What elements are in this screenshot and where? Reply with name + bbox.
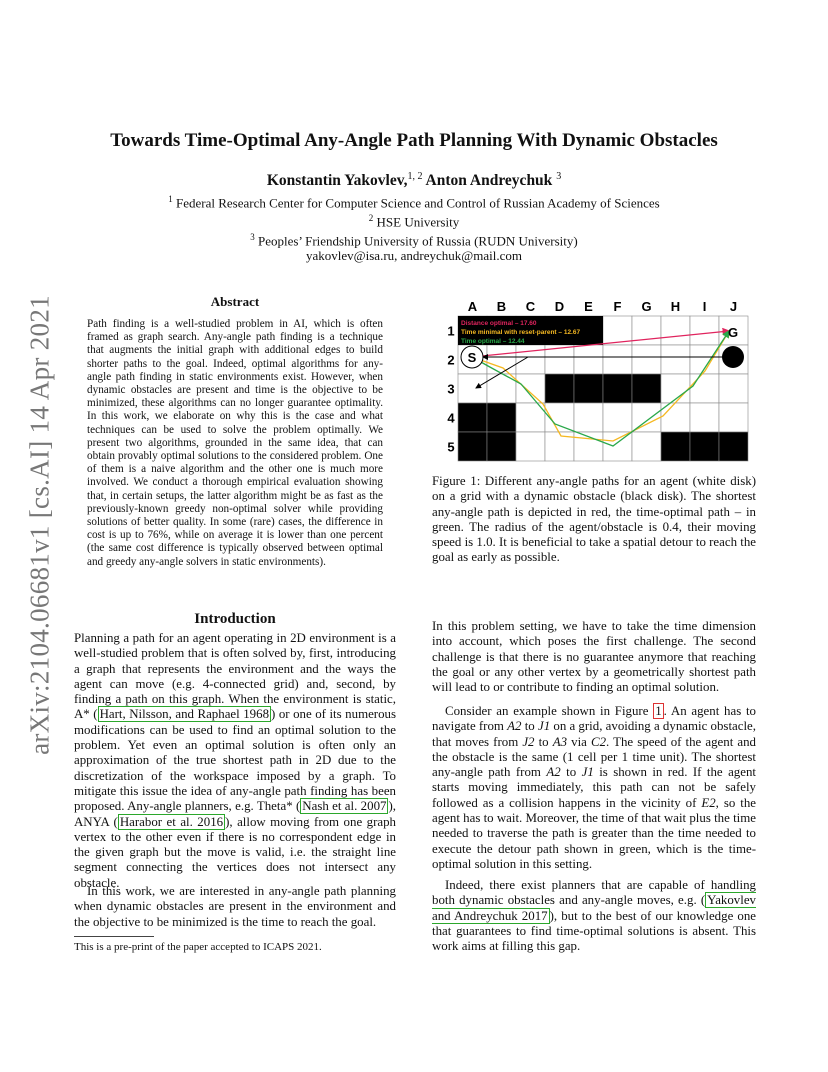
citation-yakovlev-2017[interactable]: Yakovlev and Andreychuk 2017 bbox=[432, 893, 756, 923]
start-label: S bbox=[467, 350, 477, 365]
column-label-J: J bbox=[729, 299, 738, 314]
affiliation-2: $^2$ HSE University bbox=[368, 212, 460, 230]
author-emails: yakovlev@isa.ru, andreychuk@mail.com bbox=[306, 248, 522, 264]
intro-paragraph-1: Planning a path for an agent operating in 2D environment is a well-studied problem that is often solved by, first, introducing a graph that represents the environment and the ways the agent can move (e.g. 4-connected grid) and, second, by finding a path on this graph. When the environment is static, A* ( Hart, Nilsson, and Raphael 1968 ) or one of its numerous modifications can be used to find an optimal solution to the problem. Yet even an optimal solution is often only an approximation of the true shortest path in 2D due to the discretization of the workspace imposed by a graph. To mitigate this issue the idea of any-angle path finding has been proposed. Any-angle planners, e.g. Theta* ( Nash et al. 2007 ), ANYA ( Harabor et al. 2016 ), allow moving from one graph vertex to the other even if there is no correspondent edge in the given graph but the move is valid, i.e. the straight line segment connecting the vertices does not intersect any obstacle. bbox=[74, 631, 397, 890]
grid-cell-G4 bbox=[632, 403, 661, 432]
arxiv-stamp-text: arXiv:2104.06681v1 [cs.AI] 14 Apr 2021 bbox=[24, 295, 55, 755]
grid-cell-B2 bbox=[487, 345, 516, 374]
citation-hart-1968[interactable]: Hart, Nilsson, and Raphael 1968 bbox=[99, 707, 270, 722]
grid-cell-F5 bbox=[603, 432, 632, 461]
abstract-text: Path finding is a well-studied problem in AI, which is often framed as graph search. Any-angle path finding is a technique that augments the initial graph with additional edges to build shorter paths to the goal. Indeed, optimal algorithms for any-angle path finding in static environments exist. However, when dynamic obstacles are present and time is the objective to be minimized, these algorithms can no longer guarantee optimality. In this work, we elaborate on why this is the case and what techniques can be used to solve the problem optimally. We present two algorithms, grounded in the same idea, that can obtain provably optimal solutions to the considered problem. One of them is a naive algorithm and the other one is much more involved. We conduct a thorough empirical evaluation showing that, in certain setups, the latter algorithm might be as fast as the previously-known greedy non-optimal solver while providing solutions of better quality. In some (rare) cases, the difference in cost is up to 76%, while on average it is lower than one percent (the same cost difference is typically observed between optimal and greedy any-angle solvers in static environments). bbox=[87, 318, 383, 568]
affiliation-1: $^1$ Federal Research Center for Computer Science and Control of Russian Academy of Sciences bbox=[168, 194, 660, 211]
grid-cell-E4 bbox=[574, 403, 603, 432]
column-label-H: H bbox=[670, 299, 681, 314]
right-paragraph-2: Consider an example shown in Figure 1 . An agent has to navigate from A2 to J1 on a grid, avoiding a dynamic obstacle, that moves from J2 to A3 via C2. The speed of the agent and the obstacle is the same (1 cell per 1 time unit). The shortest any-angle path from A2 to J1 is shown in red. If the agent starts moving immediately, this path can not be safely followed as a collision happens in the vicinity of E2, so the agent has to wait. Moreover, the time of that wait plus the time needed to traverse the path is greater than the time needed to execute the detour path shown in green, which is the time-optimal solution in this setting. bbox=[432, 704, 757, 871]
author-1: Konstantin Yakovlev, bbox=[266, 172, 408, 190]
grid-cell-H1 bbox=[661, 316, 690, 345]
row-label-5: 5 bbox=[447, 439, 455, 455]
author-2-affil: 3 bbox=[556, 171, 562, 182]
grid-figure bbox=[443, 296, 753, 462]
column-label-A: A bbox=[467, 299, 478, 314]
row-label-2: 2 bbox=[447, 352, 455, 368]
grid-cell-D3 bbox=[545, 374, 574, 403]
grid-cell-A4 bbox=[458, 403, 487, 432]
column-label-C: C bbox=[525, 299, 536, 314]
author-1-affil: 1, 2 bbox=[407, 171, 423, 182]
introduction-heading: Introduction bbox=[194, 611, 276, 627]
legend-time-minimal-reset: Time minimal with reset-parent – 12.67 bbox=[461, 329, 581, 336]
grid-cell-F2 bbox=[603, 345, 632, 374]
figure-1 bbox=[443, 296, 753, 462]
column-label-F: F bbox=[613, 299, 622, 314]
affiliation-3: $^3$ Peoples’ Friendship University of Russia (RUDN University) bbox=[250, 231, 578, 248]
grid-cell-I5 bbox=[690, 432, 719, 461]
figure-1-caption: Figure 1: Different any-angle paths for an agent (white disk) on a grid with a dynamic obstacle (black disk). The shortest any-angle path is depicted in red, the time-optimal path – in green. The radius of the agent/obstacle is 0.4, their moving speed is 1.0. It is beneficial to take a spatial detour to reach the goal as early as possible. bbox=[432, 474, 756, 565]
grid-cell-H2 bbox=[661, 345, 690, 374]
grid-cell-E3 bbox=[574, 374, 603, 403]
grid-cell-C3 bbox=[516, 374, 545, 403]
grid-cell-I1 bbox=[690, 316, 719, 345]
affiliations bbox=[60, 192, 768, 264]
abstract-heading: Abstract bbox=[210, 294, 260, 309]
column-label-E: E bbox=[584, 299, 593, 314]
grid-cell-C2 bbox=[516, 345, 545, 374]
grid-cell-C5 bbox=[516, 432, 545, 461]
grid-cell-I2 bbox=[690, 345, 719, 374]
row-label-1: 1 bbox=[447, 323, 455, 339]
footnote-rule bbox=[74, 936, 154, 937]
citation-harabor-2016[interactable]: Harabor et al. 2016 bbox=[119, 814, 224, 829]
grid-cell-A3 bbox=[458, 374, 487, 403]
arxiv-stamp bbox=[24, 290, 56, 760]
column-label-I: I bbox=[702, 299, 707, 314]
intro-paragraph-2: In this work, we are interested in any-angle path planning when dynamic obstacles are present in the environment and the objective to be minimized is the time to reach the goal. bbox=[74, 884, 396, 929]
column-label-G: G bbox=[641, 299, 652, 314]
goal-label: G bbox=[727, 325, 739, 340]
right-paragraph-1: In this problem setting, we have to take the time dimension into account, which poses the first challenge. The second challenge is that there is no guarantee anymore that reaching the goal or any other vertex by a geometrically shortest path will lead to or contribute to finding an optimal solution. bbox=[432, 619, 756, 695]
figure-1-link[interactable]: 1 bbox=[655, 704, 662, 718]
grid-cell-G3 bbox=[632, 374, 661, 403]
footnote: This is a pre-print of the paper accepted to ICAPS 2021. bbox=[74, 941, 322, 953]
author-line bbox=[60, 171, 768, 190]
grid-cell-G5 bbox=[632, 432, 661, 461]
column-label-D: D bbox=[554, 299, 565, 314]
grid-cell-H5 bbox=[661, 432, 690, 461]
author-2: Anton Andreychuk bbox=[425, 172, 553, 190]
grid-cell-J4 bbox=[719, 403, 748, 432]
grid-cell-E2 bbox=[574, 345, 603, 374]
grid-cell-F3 bbox=[603, 374, 632, 403]
column-label-B: B bbox=[496, 299, 507, 314]
legend-time-optimal: Time optimal – 12.44 bbox=[461, 338, 525, 345]
grid-cell-F4 bbox=[603, 403, 632, 432]
grid-cell-J5 bbox=[719, 432, 748, 461]
paper-title: Towards Time-Optimal Any-Angle Path Planning With Dynamic Obstacles bbox=[110, 130, 718, 151]
grid-cell-I4 bbox=[690, 403, 719, 432]
dynamic-obstacle bbox=[722, 346, 744, 368]
right-paragraph-3: Indeed, there exist planners that are capable of handling both dynamic obstacles and any-angle moves, e.g. ( Yakovlev and Andreychuk 2017 ), but to the best of our knowledge one that guarantees to find time-optimal solutions is absent. This work aims at filling this gap. bbox=[432, 878, 756, 954]
citation-nash-2007[interactable]: Nash et al. 2007 bbox=[302, 799, 387, 814]
grid-cell-J3 bbox=[719, 374, 748, 403]
grid-cell-I3 bbox=[690, 374, 719, 403]
grid-cell-B5 bbox=[487, 432, 516, 461]
grid-cell-G2 bbox=[632, 345, 661, 374]
row-label-4: 4 bbox=[447, 410, 455, 426]
grid-cell-B4 bbox=[487, 403, 516, 432]
row-label-3: 3 bbox=[447, 381, 455, 397]
grid-cell-A5 bbox=[458, 432, 487, 461]
legend-distance-optimal: Distance optimal – 17.60 bbox=[461, 320, 537, 327]
